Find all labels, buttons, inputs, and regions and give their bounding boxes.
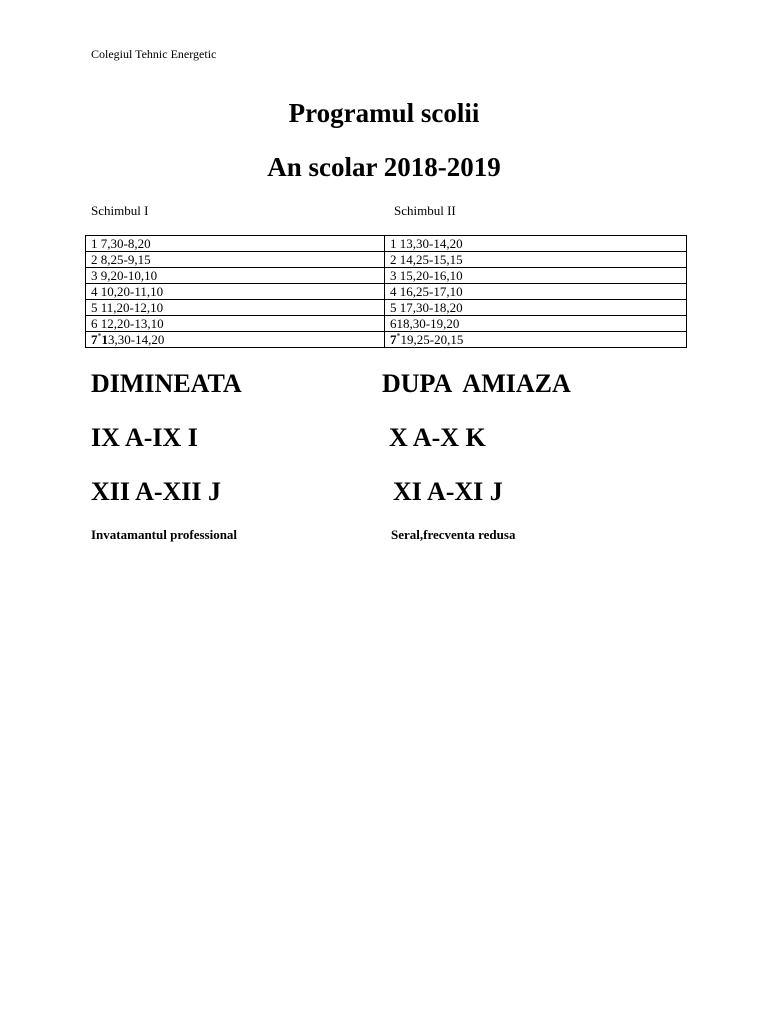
period-number: 7 [390, 332, 397, 347]
shift-one-last-period [86, 332, 385, 348]
morning-session-heading: DIMINEATA [91, 369, 242, 398]
shift-one-label: Schimbul I [91, 203, 149, 218]
period-time: 19,25-20,15 [400, 332, 464, 347]
morning-classes-twelfth: XII A-XII J [91, 477, 222, 506]
school-year-title: An scolar 2018-2019 [267, 152, 501, 182]
shift-one-period: 1 7,30-8,20 [86, 236, 385, 252]
shift-two-period: 2 14,25-15,15 [385, 252, 687, 268]
shift-two-period: 3 15,20-16,10 [385, 268, 687, 284]
shift-two-period: 4 16,25-17,10 [385, 284, 687, 300]
afternoon-classes-eleventh: XI A-XI J [393, 477, 503, 506]
table-row [86, 236, 687, 252]
shift-one-period: 2 8,25-9,15 [86, 252, 385, 268]
shift-two-label: Schimbul II [394, 203, 456, 218]
table-row [86, 284, 687, 300]
shift-one-period: 3 9,20-10,10 [86, 268, 385, 284]
institution-name: Colegiul Tehnic Energetic [91, 47, 217, 61]
shift-two-period: 5 17,30-18,20 [385, 300, 687, 316]
table-row [86, 332, 687, 348]
morning-classes-ninth: IX A-IX I [91, 423, 198, 452]
period-footnote-mark: * [396, 331, 401, 341]
shift-two-last-period [385, 332, 687, 348]
period-bold-digit: 1 [101, 332, 108, 347]
evening-reduced-attendance-note: Seral,frecventa redusa [391, 527, 516, 542]
afternoon-session-heading: DUPA AMIAZA [382, 369, 571, 398]
afternoon-classes-tenth: X A-X K [389, 423, 486, 452]
period-time: 3,30-14,20 [108, 332, 165, 347]
page-title: Programul scolii [288, 98, 480, 128]
period-footnote-mark: * [97, 331, 102, 341]
table-row [86, 268, 687, 284]
table-row [86, 316, 687, 332]
period-number: 7 [91, 332, 98, 347]
shift-one-period: 6 12,20-13,10 [86, 316, 385, 332]
shift-two-period: 618,30-19,20 [385, 316, 687, 332]
schedule-table [85, 235, 687, 348]
professional-education-note: Invatamantul professional [91, 527, 238, 542]
shift-one-period: 4 10,20-11,10 [86, 284, 385, 300]
shift-two-period: 1 13,30-14,20 [385, 236, 687, 252]
table-row [86, 300, 687, 316]
table-row [86, 252, 687, 268]
shift-one-period: 5 11,20-12,10 [86, 300, 385, 316]
